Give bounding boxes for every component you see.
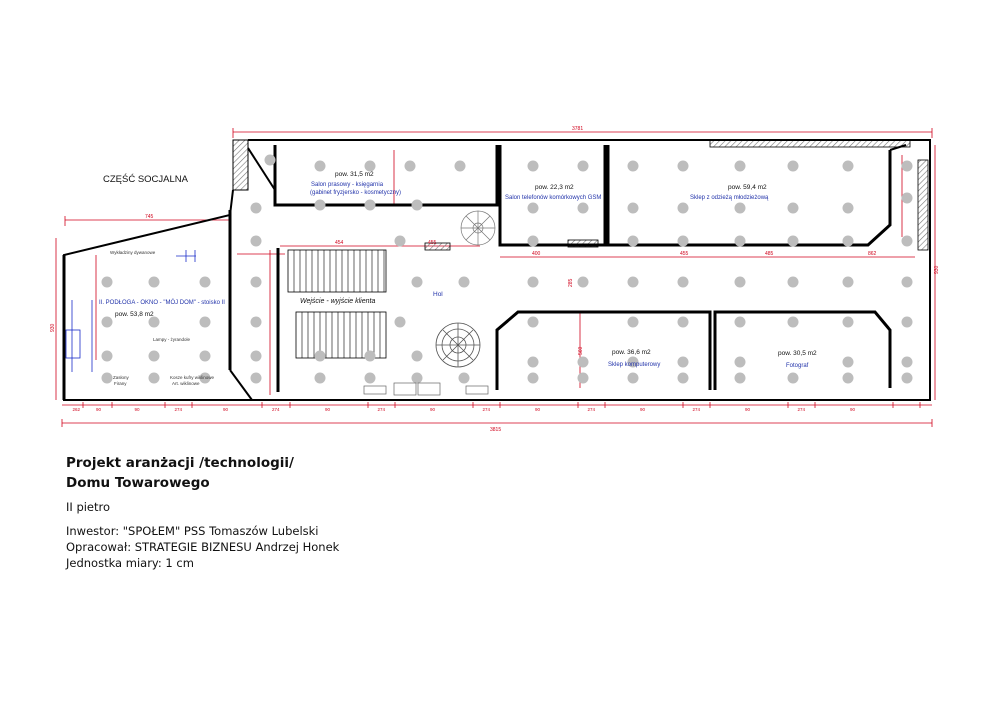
column [459, 373, 470, 384]
column [365, 351, 376, 362]
column [102, 373, 113, 384]
room-kiosk-area: pow. 31,5 m2 [335, 171, 374, 178]
column [102, 351, 113, 362]
room-floor-area: pow. 53,8 m2 [115, 311, 154, 318]
room-computer-area: pow. 36,6 m2 [612, 349, 651, 356]
dim-left-top: 745 [145, 214, 154, 220]
project-title-line1: Projekt aranżacji /technologii/ [66, 455, 294, 471]
bottom-dim-value: 262 [72, 407, 81, 412]
column [412, 277, 423, 288]
column [902, 317, 913, 328]
column [251, 351, 262, 362]
curtains2-label: Firany [114, 381, 127, 386]
column [628, 373, 639, 384]
project-title-line2: Domu Towarowego [66, 475, 210, 491]
round-display [436, 323, 480, 367]
dim-gsm-sub: 455 [428, 240, 437, 246]
column [843, 236, 854, 247]
column [149, 351, 160, 362]
column [149, 277, 160, 288]
column [395, 317, 406, 328]
column [578, 203, 589, 214]
bottom-dim-value: 274 [377, 407, 386, 412]
social-area-label: CZĘŚĆ SOCJALNA [103, 174, 188, 185]
column [788, 373, 799, 384]
unit-line: Jednostka miary: 1 cm [66, 556, 194, 570]
column [843, 373, 854, 384]
column [788, 203, 799, 214]
column [251, 236, 262, 247]
carpets-label: Wykładziny dywanowe [110, 250, 156, 255]
column [735, 161, 746, 172]
column [843, 203, 854, 214]
column [528, 357, 539, 368]
column [788, 317, 799, 328]
column [315, 373, 326, 384]
bottom-dim-value: 90 [430, 407, 436, 412]
column [102, 277, 113, 288]
column [200, 277, 211, 288]
column [735, 236, 746, 247]
column [412, 200, 423, 211]
bottom-dim-value: 90 [325, 407, 331, 412]
dim-left-height: 930 [50, 323, 56, 332]
column [251, 373, 262, 384]
dim-stair-width: 454 [335, 240, 344, 246]
column [528, 236, 539, 247]
room-youth-area: pow. 59,4 m2 [728, 184, 767, 191]
spiral-stair [461, 211, 495, 245]
column [735, 203, 746, 214]
column [412, 373, 423, 384]
column [200, 351, 211, 362]
column [902, 357, 913, 368]
author-line: Opracował: STRATEGIE BIZNESU Andrzej Honek [66, 540, 340, 554]
column [843, 357, 854, 368]
room-floor-name: II. PODŁOGA - OKNO - "MÓJ DOM" - stoisko II [99, 300, 225, 306]
investor-line: Inwestor: "SPOŁEM" PSS Tomaszów Lubelski [66, 524, 319, 538]
column [528, 373, 539, 384]
dimension-values [50, 126, 940, 433]
counters [364, 383, 488, 395]
column [788, 161, 799, 172]
column [678, 373, 689, 384]
dim-room-height: 560 [578, 346, 584, 355]
project-title-block [66, 453, 294, 493]
column [735, 277, 746, 288]
room-computer-name: Sklep komputerowy [608, 362, 661, 368]
column [788, 277, 799, 288]
column [578, 357, 589, 368]
column [678, 203, 689, 214]
column [149, 317, 160, 328]
column [735, 373, 746, 384]
column [735, 357, 746, 368]
column [412, 351, 423, 362]
room-youth-name: Sklep z odzieżą młodzieżową [690, 195, 769, 201]
bottom-dim-value: 90 [223, 407, 229, 412]
column [102, 317, 113, 328]
column [628, 161, 639, 172]
column [628, 236, 639, 247]
column [528, 161, 539, 172]
column [251, 317, 262, 328]
column [902, 373, 913, 384]
column [315, 161, 326, 172]
curtains-label: Zasłony [113, 375, 129, 380]
bottom-dim-value: 274 [174, 407, 183, 412]
column [843, 161, 854, 172]
column [251, 203, 262, 214]
column [455, 161, 466, 172]
column [578, 161, 589, 172]
room-photo-name: Fotograf [786, 363, 809, 369]
bottom-dim-value: 90 [640, 407, 646, 412]
column [678, 161, 689, 172]
column [365, 200, 376, 211]
baskets-label: Kosze kufry wiklinowe [170, 375, 215, 380]
bottom-dim-value: 90 [850, 407, 856, 412]
column [843, 317, 854, 328]
column [678, 317, 689, 328]
column [528, 203, 539, 214]
room-kiosk-name: Salon prasowy - księgarnia [311, 182, 384, 188]
column [405, 161, 416, 172]
project-meta [66, 523, 339, 571]
dim-mid-b: 455 [680, 251, 689, 257]
column [578, 373, 589, 384]
dim-mid-d: 862 [868, 251, 877, 257]
bottom-dimension-values [73, 407, 856, 412]
bottom-dim-value: 274 [797, 407, 806, 412]
hall-label: Hol [433, 291, 443, 298]
column [315, 351, 326, 362]
bottom-dim-value: 90 [535, 407, 541, 412]
room-kiosk-name2: (gabinet fryzjersko - kosmetyczny) [310, 190, 402, 196]
bottom-dim-value: 274 [692, 407, 701, 412]
bottom-dim-value: 274 [587, 407, 596, 412]
column [678, 277, 689, 288]
column [628, 203, 639, 214]
bottom-dim-value: 274 [482, 407, 491, 412]
column [902, 161, 913, 172]
dim-vert-b: 285 [568, 278, 574, 287]
column [902, 277, 913, 288]
column [251, 277, 262, 288]
column [788, 236, 799, 247]
entrance-label: Wejście - wyjście klienta [300, 298, 376, 305]
bottom-dim-value: 90 [96, 407, 102, 412]
dim-mid-a: 400 [532, 251, 541, 257]
column [735, 317, 746, 328]
dim-top-total: 3781 [572, 126, 584, 132]
bottom-dim-value: 274 [272, 407, 280, 412]
baskets2-label: Art. wiklinowe [172, 381, 200, 386]
column [528, 277, 539, 288]
column [395, 236, 406, 247]
room-gsm-area: pow. 22,3 m2 [535, 184, 574, 191]
column [365, 161, 376, 172]
column [628, 277, 639, 288]
column [678, 236, 689, 247]
lamps-label: Lampy - żyrandole [153, 337, 191, 342]
column [265, 155, 276, 166]
dim-right-height: 930 [934, 265, 940, 274]
column [902, 236, 913, 247]
column [528, 317, 539, 328]
bottom-dim-value: 90 [745, 407, 751, 412]
room-photo-area: pow. 30,5 m2 [778, 350, 817, 357]
column [843, 277, 854, 288]
floor-label: II pietro [66, 500, 111, 514]
column [149, 373, 160, 384]
room-gsm-name: Salon telefonów komórkowych GSM [505, 195, 602, 201]
column [459, 277, 470, 288]
column [628, 317, 639, 328]
dim-bottom-total: 3815 [490, 427, 502, 433]
column [578, 277, 589, 288]
bottom-dim-value: 90 [134, 407, 140, 412]
column [365, 373, 376, 384]
column [200, 317, 211, 328]
column [902, 193, 913, 204]
column [678, 357, 689, 368]
column [315, 200, 326, 211]
dim-mid-c: 485 [765, 251, 774, 257]
